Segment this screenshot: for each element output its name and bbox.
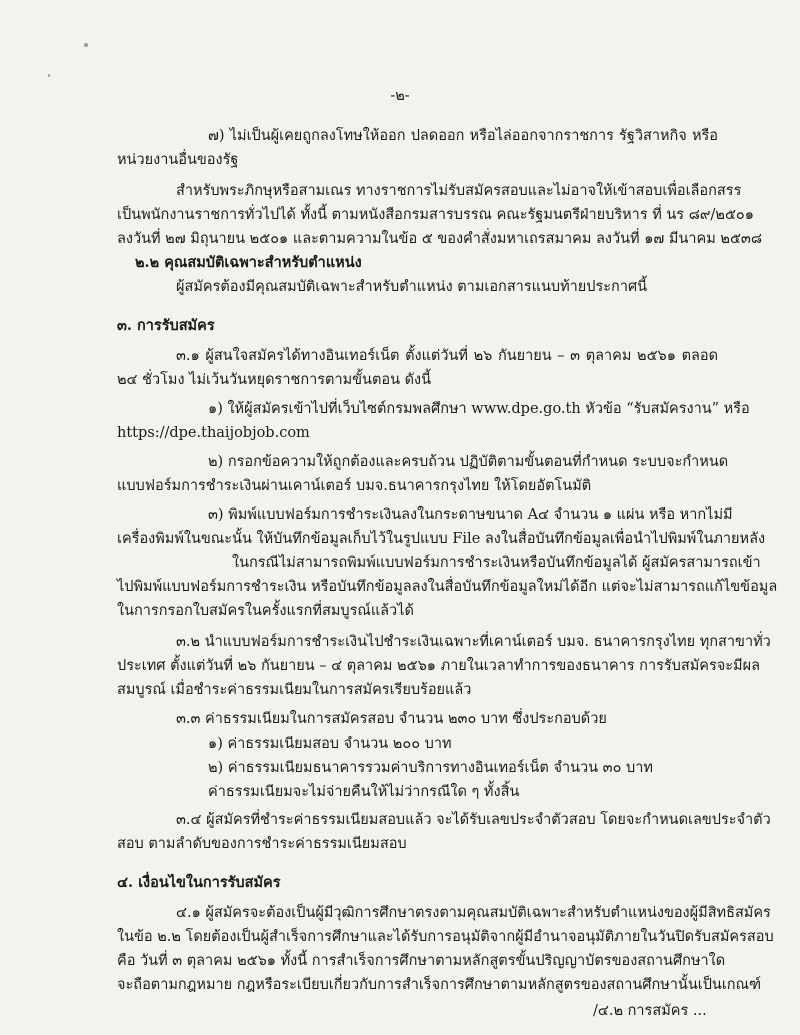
paragraph-line: เครื่องพิมพ์ในขณะนั้น ให้บันทึกข้อมูลเก็บไว้ในรูปแบบ File ลงในสื่อบันทึกข้อมูลเพื่อนำไปพิมพ์ในภายหลัง — [117, 531, 766, 547]
continuation-marker: /๔.๒ การสมัคร ... — [593, 1003, 707, 1019]
paragraph-line: ไปพิมพ์แบบฟอร์มการชำระเงิน หรือบันทึกข้อมูลลงในสื่อบันทึกข้อมูลใหม่ได้อีก แต่จะไม่สามารถแก้ไขข้อมูล — [117, 579, 778, 595]
paragraph-line: หน่วยงานอื่นของรัฐ — [117, 152, 239, 168]
paragraph-line: คือ วันที่ ๓ ตุลาคม ๒๕๖๑ ทั้งนี้ การสำเร็จการศึกษาตามหลักสูตรขั้นปริญญาบัตรของสถานศึกษาใด — [117, 953, 726, 969]
paragraph-line: ๓.๔ ผู้สมัครที่ชำระค่าธรรมเนียมสอบแล้ว จะได้รับเลขประจำตัวสอบ โดยจะกำหนดเลขประจำตัว — [176, 812, 771, 828]
paragraph-line: ๓) พิมพ์แบบฟอร์มการชำระเงินลงในกระดาษขนาด A๔ จำนวน ๑ แผ่น หรือ หากไม่มี — [208, 507, 733, 523]
scan-speck — [48, 74, 50, 77]
fee-item: ๒) ค่าธรรมเนียมธนาคารรวมค่าบริการทางอินเทอร์เน็ต จำนวน ๓๐ บาท — [208, 760, 653, 776]
scan-speck — [84, 43, 88, 47]
paragraph-line: ในกรณีไม่สามารถพิมพ์แบบฟอร์มการชำระเงินหรือบันทึกข้อมูลได้ ผู้สมัครสามารถเข้า — [232, 555, 761, 571]
paragraph-line: ๒๔ ชั่วโมง ไม่เว้นวันหยุดราชการตามขั้นตอน ดังนี้ — [117, 372, 432, 388]
paragraph-line: ๗) ไม่เป็นผู้เคยถูกลงโทษให้ออก ปลดออก หรือไล่ออกจากราชการ รัฐวิสาหกิจ หรือ — [208, 128, 718, 144]
paragraph-line: ประเทศ ตั้งแต่วันที่ ๒๖ กันยายน – ๔ ตุลาคม ๒๕๖๑ ภายในเวลาทำการของธนาคาร การรับสมัครจะมีผล — [117, 658, 760, 674]
paragraph-line: เป็นพนักงานราชการทั่วไปได้ ทั้งนี้ ตามหนังสือกรมสารบรรณ คณะรัฐมนตรีฝ่ายบริหาร ที่ นร ๘๙/๒๕๐๑ — [117, 207, 754, 223]
paragraph-line: แบบฟอร์มการชำระเงินผ่านเคาน์เตอร์ บมจ.ธนาคารกรุงไทย ให้โดยอัตโนมัติ — [117, 478, 592, 494]
paragraph-line: ๒) กรอกข้อความให้ถูกต้องและครบถ้วน ปฏิบัติตามขั้นตอนที่กำหนด ระบบจะกำหนด — [208, 454, 729, 470]
section-heading: ๔. เงื่อนไขในการรับสมัคร — [117, 874, 281, 891]
paragraph-line: ๑) ให้ผู้สมัครเข้าไปที่เว็บไซต์กรมพลศึกษา www.dpe.go.th หัวข้อ “รับสมัครงาน” หรือ — [208, 401, 750, 417]
fee-note: ค่าธรรมเนียมจะไม่จ่ายคืนให้ไม่ว่ากรณีใด ๆ ทั้งสิ้น — [208, 784, 520, 800]
paragraph-line: ๓.๒ นำแบบฟอร์มการชำระเงินไปชำระเงินเฉพาะที่เคาน์เตอร์ บมจ. ธนาคารกรุงไทย ทุกสาขาทั่ว — [176, 634, 771, 650]
paragraph-line: สมบูรณ์ เมื่อชำระค่าธรรมเนียมในการสมัครเรียบร้อยแล้ว — [117, 682, 472, 698]
paragraph-line: ๓.๑ ผู้สนใจสมัครได้ทางอินเทอร์เน็ต ตั้งแต่วันที่ ๒๖ กันยายน – ๓ ตุลาคม ๒๕๖๑ ตลอด — [176, 348, 718, 364]
fee-item: ๑) ค่าธรรมเนียมสอบ จำนวน ๒๐๐ บาท — [208, 736, 452, 752]
paragraph-line: ๓.๓ ค่าธรรมเนียมในการสมัครสอบ จำนวน ๒๓๐ บาท ซึ่งประกอบด้วย — [176, 711, 607, 727]
paragraph-line: ๔.๑ ผู้สมัครจะต้องเป็นผู้มีวุฒิการศึกษาตรงตามคุณสมบัติเฉพาะสำหรับตำแหน่งของผู้มีสิทธิสมัคร — [176, 905, 771, 921]
paragraph-line: ในข้อ ๒.๒ โดยต้องเป็นผู้สำเร็จการศึกษาและได้รับการอนุมัติจากผู้มีอำนาจอนุมัติภายในวันปิดรับสมัครสอบ — [117, 929, 774, 945]
paragraph-line: https://dpe.thaijobjob.com — [117, 425, 310, 441]
paragraph-line: จะถือตามกฎหมาย กฎหรือระเบียบเกี่ยวกับการสำเร็จการศึกษาตามหลักสูตรของสถานศึกษานั้นเป็นเกณฑ์ — [117, 977, 762, 993]
section-heading: ๓. การรับสมัคร — [117, 317, 215, 334]
paragraph-line: สำหรับพระภิกษุหรือสามเณร ทางราชการไม่รับสมัครสอบและไม่อาจให้เข้าสอบเพื่อเลือกสรร — [176, 183, 742, 199]
paragraph-line: ผู้สมัครต้องมีคุณสมบัติเฉพาะสำหรับตำแหน่ง ตามเอกสารแนบท้ายประกาศนี้ — [176, 279, 648, 295]
section-heading: ๒.๒ คุณสมบัติเฉพาะสำหรับตำแหน่ง — [135, 254, 362, 271]
paragraph-line: ลงวันที่ ๒๗ มิถุนายน ๒๕๐๑ และตามความในข้อ ๕ ของคำสั่งมหาเถรสมาคม ลงวันที่ ๑๗ มีนาคม ๒๕๓๘ — [117, 231, 763, 247]
paragraph-line: ในการกรอกใบสมัครในครั้งแรกที่สมบูรณ์แล้วได้ — [117, 603, 414, 619]
paragraph-line: สอบ ตามลำดับของการชำระค่าธรรมเนียมสอบ — [117, 836, 407, 852]
page-number: -๒- — [390, 88, 410, 104]
